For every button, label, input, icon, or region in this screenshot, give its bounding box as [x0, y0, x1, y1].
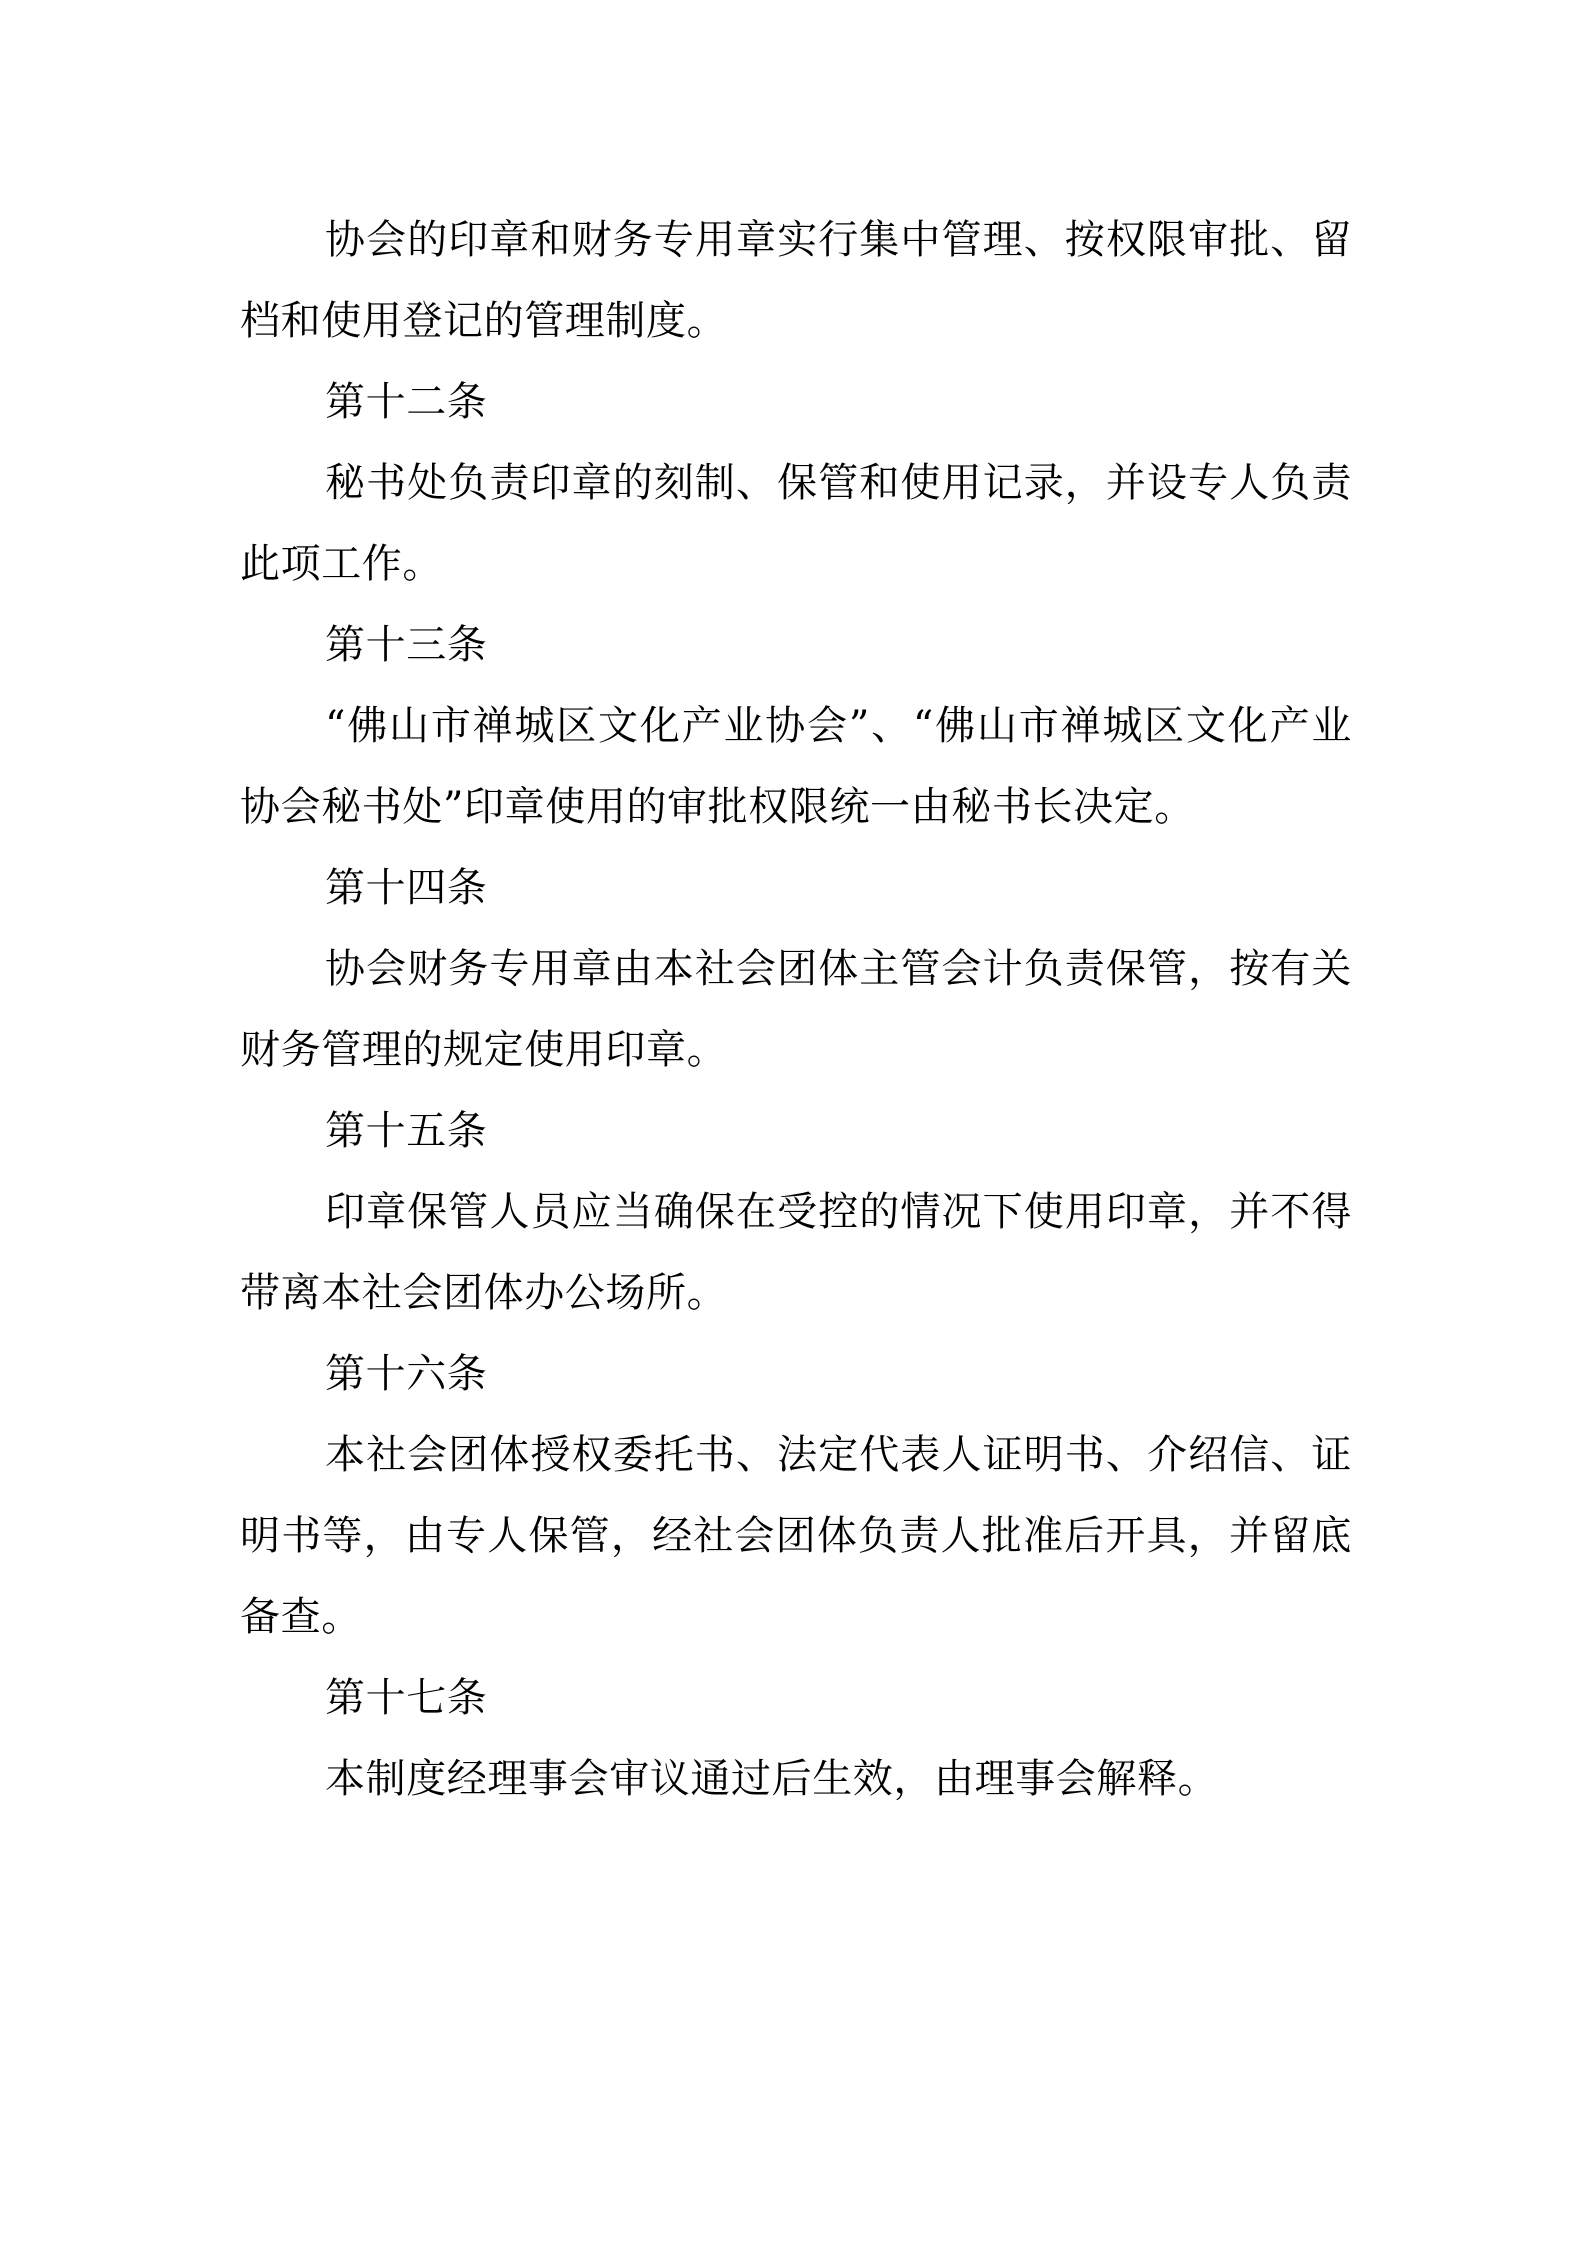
article-heading-16: 第十六条 [325, 1351, 488, 1397]
paragraph-article-13: “佛山市禅城区文化产业协会”、“佛山市禅城区文化产业协会秘书处”印章使用的审批权限统一由秘书长决定。 [240, 703, 1352, 830]
paragraph-article-16: 本社会团体授权委托书、法定代表人证明书、介绍信、证明书等，由专人保管，经社会团体负责人批准后开具，并留底备查。 [240, 1432, 1352, 1640]
paragraph-seal-management: 协会的印章和财务专用章实行集中管理、按权限审批、留档和使用登记的管理制度。 [240, 217, 1352, 344]
paragraph-article-12: 秘书处负责印章的刻制、保管和使用记录，并设专人负责此项工作。 [240, 460, 1352, 587]
paragraph-article-14: 协会财务专用章由本社会团体主管会计负责保管，按有关财务管理的规定使用印章。 [240, 946, 1352, 1073]
article-heading-17: 第十七条 [325, 1675, 488, 1721]
paragraph-article-17: 本制度经理事会审议通过后生效，由理事会解释。 [325, 1756, 1219, 1802]
article-heading-15: 第十五条 [325, 1108, 488, 1154]
article-heading-12: 第十二条 [325, 379, 488, 425]
article-heading-13: 第十三条 [325, 622, 488, 668]
paragraph-article-15: 印章保管人员应当确保在受控的情况下使用印章，并不得带离本社会团体办公场所。 [240, 1189, 1352, 1316]
article-heading-14: 第十四条 [325, 865, 488, 911]
document-body [240, 200, 1352, 1820]
